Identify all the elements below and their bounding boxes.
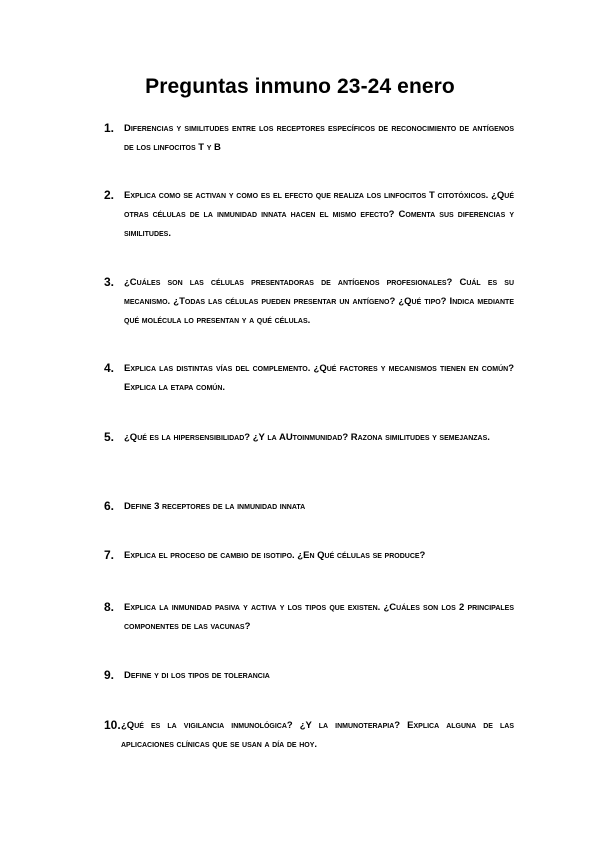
question-text: Explica las distintas vías del complemento. ¿Qué factores y mecanismos tienen en común? Explica la etapa común.: [124, 363, 514, 393]
question-item: [104, 359, 514, 397]
question-item: [104, 428, 514, 447]
question-text: Explica la inmunidad pasiva y activa y los tipos que existen. ¿Cuáles son los 2 principales componentes de las vacunas?: [124, 602, 514, 632]
question-text: ¿Cuáles son las células presentadoras de antígenos profesionales? Cuál es su mecanismo. ¿Todas las células pueden presentar un antígeno? ¿Qué tipo? Indica mediante qué molécula lo presentan y a qué células.: [124, 277, 514, 326]
question-text: ¿Qué es la vigilancia inmunológica? ¿Y la inmunoterapia? Explica alguna de las aplicaciones clínicas que se usan a día de hoy.: [121, 720, 514, 750]
question-item: [104, 598, 514, 636]
question-item: [104, 716, 514, 754]
question-text: Explica el proceso de cambio de isotipo. ¿En Qué células se produce?: [124, 550, 426, 561]
question-item: [104, 186, 514, 243]
question-text: Explica como se activan y como es el efecto que realiza los linfocitos T citotóxicos. ¿Qué otras células de la inmunidad innata hacen el mismo efecto? Comenta sus diferencias y similitudes.: [124, 190, 514, 239]
question-number: 3.: [104, 275, 115, 289]
question-text: Define y di los tipos de tolerancia: [124, 670, 270, 681]
question-number: 8.: [104, 600, 115, 614]
question-item: [104, 497, 514, 516]
page-title: Preguntas inmuno 23-24 enero: [145, 75, 455, 98]
question-number: 6.: [104, 499, 115, 513]
question-item: [104, 119, 514, 157]
question-number: 7.: [104, 548, 115, 562]
question-text: Define 3 receptores de la inmunidad innata: [124, 501, 306, 512]
question-text: Diferencias y similitudes entre los receptores específicos de reconocimiento de antígenos de los linfocitos T y B: [124, 123, 514, 153]
question-number: 1.: [104, 121, 115, 135]
question-number: 4.: [104, 361, 115, 375]
question-text: ¿Qué es la hipersensibilidad? ¿Y la AUtoinmunidad? Razona similitudes y semejanzas.: [124, 432, 490, 443]
question-item: [104, 273, 514, 330]
question-number: 2.: [104, 188, 115, 202]
question-number: 9.: [104, 668, 115, 682]
question-number: 10.: [104, 718, 121, 732]
question-item: [104, 666, 514, 685]
question-number: 5.: [104, 430, 115, 444]
question-item: [104, 546, 514, 565]
